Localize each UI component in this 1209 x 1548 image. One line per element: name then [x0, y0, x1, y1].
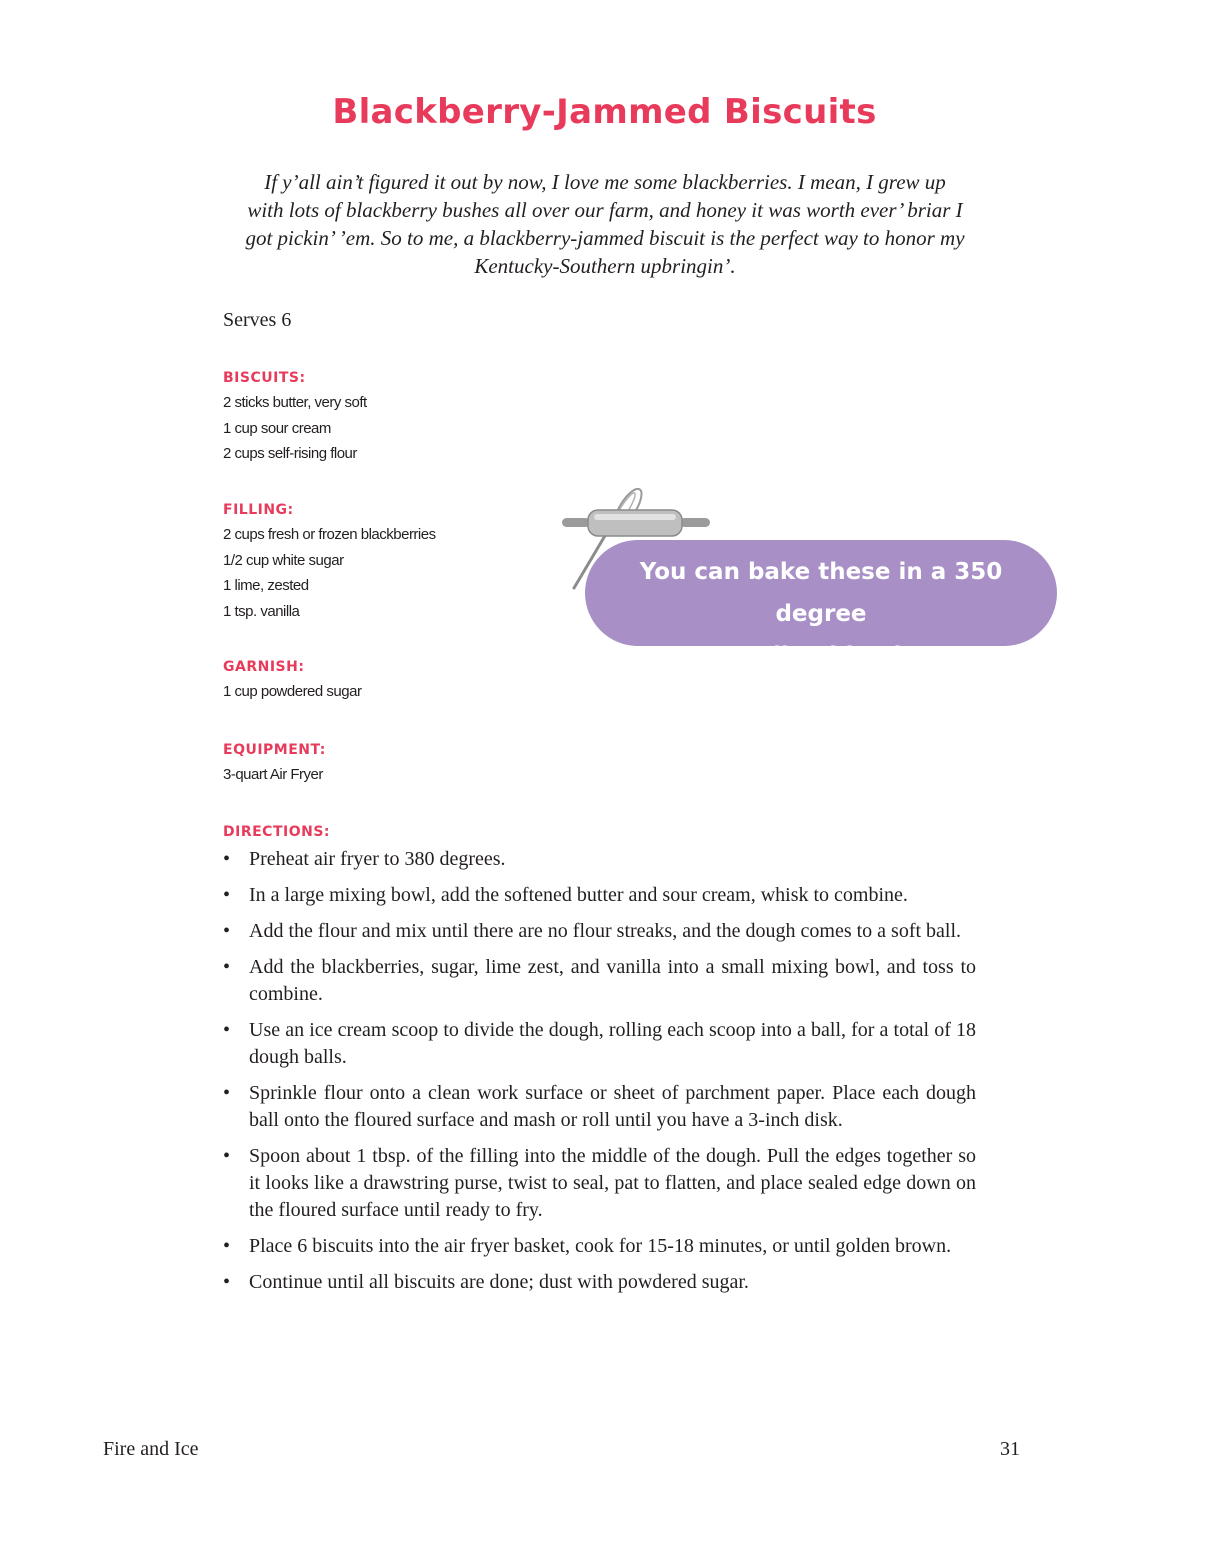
direction-step [223, 954, 976, 1008]
bullet-icon: • [223, 920, 231, 942]
step-text: Place 6 biscuits into the air fryer basket, cook for 15-18 minutes, or until golden brown. [249, 1235, 952, 1257]
bullet-icon: • [223, 956, 231, 978]
bullet-icon: • [223, 1019, 231, 1041]
intro-line: If y’all ain’t figured it out by now, I love me some blackberries. I mean, I grew up [264, 170, 946, 194]
bullet-icon: • [223, 1235, 231, 1257]
filling-section [223, 498, 436, 624]
equipment-section [223, 738, 326, 788]
step-text: In a large mixing bowl, add the softened butter and sour cream, whisk to combine. [249, 884, 908, 906]
ingredient-item: 1/2 cup white sugar [223, 551, 344, 569]
step-text: Add the flour and mix until there are no flour streaks, and the dough comes to a soft ball. [249, 920, 962, 942]
bullet-icon: • [223, 1145, 231, 1167]
ingredient-item: 2 cups fresh or frozen blackberries [223, 526, 436, 543]
direction-step [223, 1143, 976, 1224]
step-text: Continue until all biscuits are done; dust with powdered sugar. [249, 1271, 749, 1293]
directions-section [223, 820, 330, 844]
direction-step [223, 1017, 976, 1071]
garnish-heading: GARNISH: [223, 659, 305, 675]
step-text: Use an ice cream scoop to divide the dough, rolling each scoop into a ball, for a total of 18 dough balls. [249, 1019, 976, 1068]
directions-list [223, 846, 976, 1305]
equipment-item: 3-quart Air Fryer [223, 766, 323, 783]
intro-line: Kentucky-Southern upbringin’. [474, 254, 736, 278]
page-number: 31 [1000, 1438, 1020, 1460]
ingredient-item: 1 lime, zested [223, 577, 309, 594]
direction-step [223, 882, 976, 909]
directions-heading: DIRECTIONS: [223, 824, 331, 840]
bullet-icon: • [223, 1082, 231, 1104]
step-text: Sprinkle flour onto a clean work surface or sheet of parchment paper. Place each dough ball onto the floured surface and mash or roll until you have a 3-inch disk. [249, 1082, 976, 1131]
ingredient-item: 1 cup powdered sugar [223, 683, 362, 700]
intro-line: with lots of blackberry bushes all over our farm, and honey it was worth ever’ briar I [247, 198, 963, 222]
filling-heading: FILLING: [223, 502, 294, 518]
recipe-title: Blackberry-Jammed Biscuits [332, 92, 877, 132]
step-text: Spoon about 1 tbsp. of the filling into the middle of the dough. Pull the edges together so it looks like a drawstring purse, twist to seal, pat to flatten, and place sealed edge down on the floured surface until ready to fry. [249, 1145, 976, 1221]
bullet-icon: • [223, 848, 231, 870]
direction-step [223, 1233, 976, 1260]
biscuits-heading: BISCUITS: [223, 370, 306, 386]
bullet-icon: • [223, 1271, 231, 1293]
bullet-icon: • [223, 884, 231, 906]
biscuits-section [223, 366, 367, 467]
equipment-heading: EQUIPMENT: [223, 742, 326, 758]
step-text: Preheat air fryer to 380 degrees. [249, 848, 506, 870]
tip-text [605, 551, 1037, 677]
tip-line: oven until golden brown. [658, 643, 984, 669]
intro-line: got pickin’ ’em. So to me, a blackberry-jammed biscuit is the perfect way to honor my [245, 226, 965, 250]
serves-count: Serves 6 [223, 309, 292, 331]
ingredient-item: 2 cups self-rising flour [223, 445, 357, 462]
step-text: Add the blackberries, sugar, lime zest, and vanilla into a small mixing bowl, and toss to combine. [249, 956, 976, 1005]
direction-step [223, 846, 976, 873]
direction-step [223, 918, 976, 945]
direction-step [223, 1080, 976, 1134]
direction-step [223, 1269, 976, 1296]
garnish-section [223, 655, 361, 705]
ingredient-item: 1 tsp. vanilla [223, 602, 300, 620]
ingredient-item: 2 sticks butter, very soft [223, 394, 367, 411]
intro-paragraph [225, 168, 985, 280]
ingredient-item: 1 cup sour cream [223, 419, 331, 437]
footer-book-title: Fire and Ice [103, 1438, 199, 1460]
tip-line: You can bake these in a 350 degree [639, 559, 1003, 627]
